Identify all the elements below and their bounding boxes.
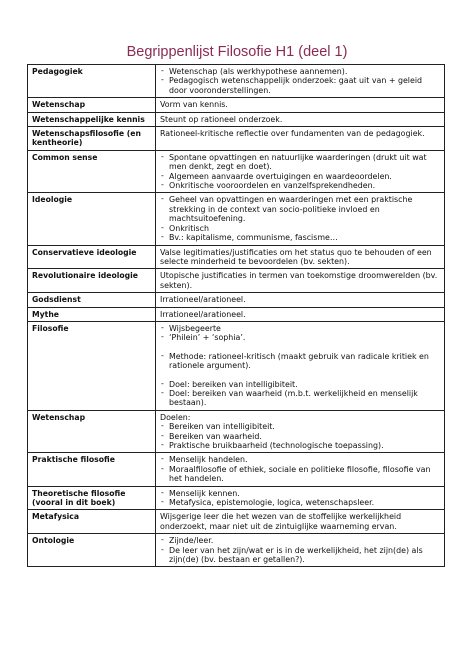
list-item: - Wijsbegeerte <box>160 324 440 333</box>
definition-intro: Doelen: <box>160 412 191 422</box>
table-row <box>28 453 445 486</box>
table-row <box>28 98 445 112</box>
list-item: - Algemeen aanvaarde overtuigingen en waardeoordelen. <box>160 172 440 181</box>
spacer <box>160 371 440 380</box>
definition-cell <box>156 453 445 486</box>
term-cell: Metafysica <box>28 510 156 534</box>
term-cell: Conservatieve ideologie <box>28 245 156 269</box>
table-row <box>28 486 445 510</box>
term-cell: Praktische filosofie <box>28 453 156 486</box>
glossary-table <box>27 64 445 567</box>
list-item: - ‘Philein’ + ‘sophia’. <box>160 333 440 342</box>
definition-cell <box>156 410 445 453</box>
bullet-list <box>160 67 440 95</box>
list-item: - Spontane opvattingen en natuurlijke waarderingen (drukt uit wat men denkt, zegt en doet). <box>160 153 440 172</box>
bullet-list <box>160 489 440 508</box>
definition-cell: Vorm van kennis. <box>156 98 445 112</box>
table-row <box>28 269 445 293</box>
table-row <box>28 293 445 307</box>
list-item: - Bv.: kapitalisme, communisme, fascisme… <box>160 233 440 242</box>
table-row <box>28 150 445 193</box>
list-item: - Doel: bereiken van waarheid (m.b.t. werkelijkheid en menselijk bestaan). <box>160 389 440 408</box>
bullet-list <box>160 153 440 191</box>
bullet-list <box>160 195 440 242</box>
list-item: - Methode: rationeel-kritisch (maakt gebruik van radicale kritiek en rationele argument). <box>160 352 440 371</box>
list-item: - Pedagogisch wetenschappelijk onderzoek: gaat uit van + geleid door vooronderstellingen. <box>160 76 440 95</box>
definition-cell <box>156 193 445 245</box>
term-cell: Wetenschappelijke kennis <box>28 112 156 126</box>
table-row <box>28 112 445 126</box>
table-row <box>28 193 445 245</box>
table-row <box>28 127 445 151</box>
list-item: - Moraalfilosofie of ethiek, sociale en politieke filosofie, filosofie van het handelen. <box>160 465 440 484</box>
bullet-list <box>160 324 440 343</box>
list-item: - Onkritisch <box>160 224 440 233</box>
term-cell: Ideologie <box>28 193 156 245</box>
definition-cell: Irrationeel/arationeel. <box>156 307 445 321</box>
list-item: - Menselijk kennen. <box>160 489 440 498</box>
term-cell: Godsdienst <box>28 293 156 307</box>
table-row <box>28 307 445 321</box>
table-row <box>28 321 445 410</box>
table-row <box>28 534 445 567</box>
definition-cell <box>156 65 445 98</box>
definition-cell: Wijsgerige leer die het wezen van de stoffelijke werkelijkheid onderzoekt, maar niet uit de zintuiglijke waarneming ervan. <box>156 510 445 534</box>
term-cell: Wetenschapsfilosofie (en kentheorie) <box>28 127 156 151</box>
bullet-list <box>160 536 440 564</box>
definition-cell <box>156 534 445 567</box>
term-cell: Mythe <box>28 307 156 321</box>
definition-cell <box>156 486 445 510</box>
definition-cell: Steunt op rationeel onderzoek. <box>156 112 445 126</box>
definition-cell: Valse legitimaties/justificaties om het status quo te behouden of een selecte minderheid te bevoordelen (bv. sekten). <box>156 245 445 269</box>
bullet-list <box>160 352 440 371</box>
term-cell: Theoretische filosofie (vooral in dit boek) <box>28 486 156 510</box>
list-item: - Metafysica, epistemologie, logica, wetenschapsleer. <box>160 498 440 507</box>
list-item: - Wetenschap (als werkhypothese aannemen). <box>160 67 440 76</box>
term-cell: Wetenschap <box>28 98 156 112</box>
term-cell: Filosofie <box>28 321 156 410</box>
spacer <box>160 343 440 352</box>
list-item: - Zijnde/leer. <box>160 536 440 545</box>
list-item: - Geheel van opvattingen en waarderingen met een praktische strekking in de context van socio-politieke invloed en machtsuitoefening. <box>160 195 440 223</box>
table-row <box>28 410 445 453</box>
list-item: - Praktische bruikbaarheid (technologische toepassing). <box>160 441 440 450</box>
term-cell: Ontologie <box>28 534 156 567</box>
definition-cell <box>156 150 445 193</box>
bullet-list <box>160 380 440 408</box>
term-cell: Pedagogiek <box>28 65 156 98</box>
table-row <box>28 65 445 98</box>
term-cell: Wetenschap <box>28 410 156 453</box>
list-item: - De leer van het zijn/wat er is in de werkelijkheid, het zijn(de) als zijn(de) (bv. bestaan er getallen?). <box>160 546 440 565</box>
definition-cell: Rationeel-kritische reflectie over fundamenten van de pedagogiek. <box>156 127 445 151</box>
term-cell: Common sense <box>28 150 156 193</box>
definition-cell: Utopische justificaties in termen van toekomstige droomwerelden (bv. sekten). <box>156 269 445 293</box>
list-item: - Doel: bereiken van intelligibiteit. <box>160 380 440 389</box>
bullet-list <box>160 422 440 450</box>
definition-cell <box>156 321 445 410</box>
table-row <box>28 245 445 269</box>
list-item: - Bereiken van intelligibiteit. <box>160 422 440 431</box>
list-item: - Onkritische vooroordelen en vanzelfsprekendheden. <box>160 181 440 190</box>
table-row <box>28 510 445 534</box>
definition-cell: Irrationeel/arationeel. <box>156 293 445 307</box>
list-item: - Bereiken van waarheid. <box>160 432 440 441</box>
bullet-list <box>160 455 440 483</box>
list-item: - Menselijk handelen. <box>160 455 440 464</box>
term-cell: Revolutionaire ideologie <box>28 269 156 293</box>
page-title: Begrippenlijst Filosofie H1 (deel 1) <box>126 44 348 60</box>
